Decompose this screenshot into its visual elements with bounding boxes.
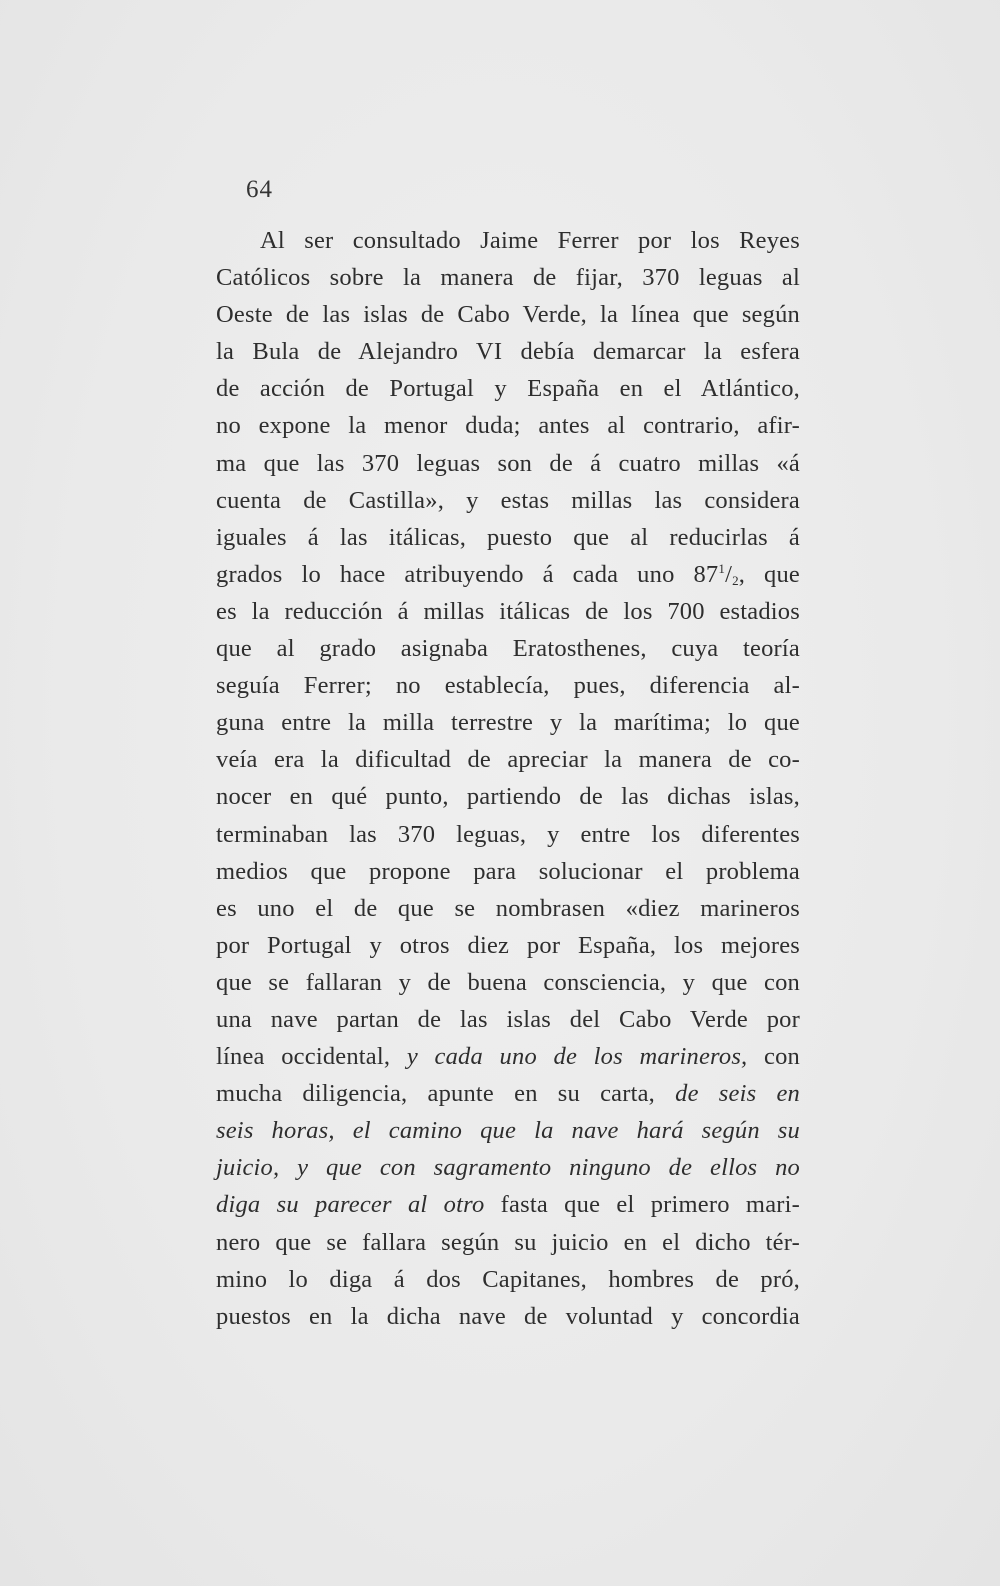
line-text: nocer en qué punto, partiendo de las dichas islas, xyxy=(216,783,800,811)
line-text: guna entre la milla terrestre y la marítima; lo que xyxy=(216,709,800,737)
text-line xyxy=(216,1075,800,1112)
fraction-numerator: 1 xyxy=(718,560,726,576)
line-text: con xyxy=(747,1043,800,1071)
text-line xyxy=(216,445,800,482)
text-line xyxy=(216,259,800,296)
line-text: fasta que el primero mari- xyxy=(484,1191,800,1219)
text-line xyxy=(216,407,800,444)
text-line xyxy=(216,1001,800,1038)
line-text: iguales á las itálicas, puesto que al reducirlas á xyxy=(216,523,800,551)
line-text: nero que se fallara según su juicio en el dicho tér- xyxy=(216,1228,800,1256)
line-text: de acción de Portugal y España en el Atlántico, xyxy=(216,375,800,403)
text-line xyxy=(216,1149,800,1186)
line-text: seguía Ferrer; no establecía, pues, diferencia al- xyxy=(216,672,800,700)
text-line xyxy=(216,333,800,370)
line-text: una nave partan de las islas del Cabo Verde por xyxy=(216,1005,800,1033)
line-text: puestos en la dicha nave de voluntad y concordia xyxy=(216,1302,800,1330)
text-line xyxy=(216,778,800,815)
text-line xyxy=(216,593,800,630)
line-text: grados lo hace atribuyendo á cada uno 87 xyxy=(216,560,719,588)
text-line xyxy=(216,1298,800,1335)
line-text: veía era la dificultad de apreciar la manera de co- xyxy=(216,746,800,774)
line-text: que se fallaran y de buena consciencia, y que con xyxy=(216,968,800,996)
text-line xyxy=(216,1038,800,1075)
text-line xyxy=(216,816,800,853)
fraction-denominator: 2 xyxy=(732,572,739,588)
line-text: la Bula de Alejandro VI debía demarcar la esfera xyxy=(216,338,800,366)
text-line xyxy=(216,704,800,741)
text-line xyxy=(216,222,800,259)
line-text: cuenta de Castilla», y estas millas las considera xyxy=(216,486,800,514)
text-line xyxy=(216,1186,800,1223)
italic-text: juicio, y que con sagramento ninguno de ellos no xyxy=(216,1154,800,1182)
text-line xyxy=(216,890,800,927)
text-line xyxy=(216,370,800,407)
line-text: ma que las 370 leguas son de á cuatro millas «á xyxy=(216,449,800,477)
text-line xyxy=(216,482,800,519)
line-text: no expone la menor duda; antes al contrario, afir- xyxy=(216,412,800,440)
line-text: , que xyxy=(738,560,801,588)
line-text: línea occidental, xyxy=(216,1043,407,1071)
text-line xyxy=(216,667,800,704)
line-text: es uno el de que se nombrasen «diez marineros xyxy=(216,894,800,922)
italic-text: y cada uno de los marineros, xyxy=(406,1043,748,1071)
text-line xyxy=(216,296,800,333)
text-line xyxy=(216,519,800,556)
text-line xyxy=(216,853,800,890)
text-line xyxy=(216,1261,800,1298)
italic-text: de seis en xyxy=(675,1080,800,1108)
line-text: por Portugal y otros diez por España, los mejores xyxy=(216,931,800,959)
page-number: 64 xyxy=(246,176,273,203)
line-text: mino lo diga á dos Capitanes, hombres de pró, xyxy=(216,1265,800,1293)
text-line xyxy=(216,556,800,593)
text-line xyxy=(216,630,800,667)
italic-text: seis horas, el camino que la nave hará según su xyxy=(216,1117,800,1145)
text-line xyxy=(216,927,800,964)
line-text: que al grado asignaba Eratosthenes, cuya teoría xyxy=(216,635,800,663)
line-text: / xyxy=(725,560,733,588)
line-text: mucha diligencia, apunte en su carta, xyxy=(216,1080,676,1108)
line-text: Al ser consultado Jaime Ferrer por los Reyes xyxy=(260,227,800,254)
line-text: terminaban las 370 leguas, y entre los diferentes xyxy=(216,820,800,848)
line-text: es la reducción á millas itálicas de los 700 estadios xyxy=(216,597,800,625)
line-text: Oeste de las islas de Cabo Verde, la línea que según xyxy=(216,301,800,329)
text-line xyxy=(216,964,800,1001)
line-text: Católicos sobre la manera de fijar, 370 leguas al xyxy=(216,264,800,292)
text-line xyxy=(216,1112,800,1149)
text-line xyxy=(216,741,800,778)
text-line xyxy=(216,1224,800,1261)
italic-text: diga su parecer al otro xyxy=(216,1191,485,1219)
body-paragraph xyxy=(216,222,800,1335)
line-text: medios que propone para solucionar el problema xyxy=(216,857,800,885)
